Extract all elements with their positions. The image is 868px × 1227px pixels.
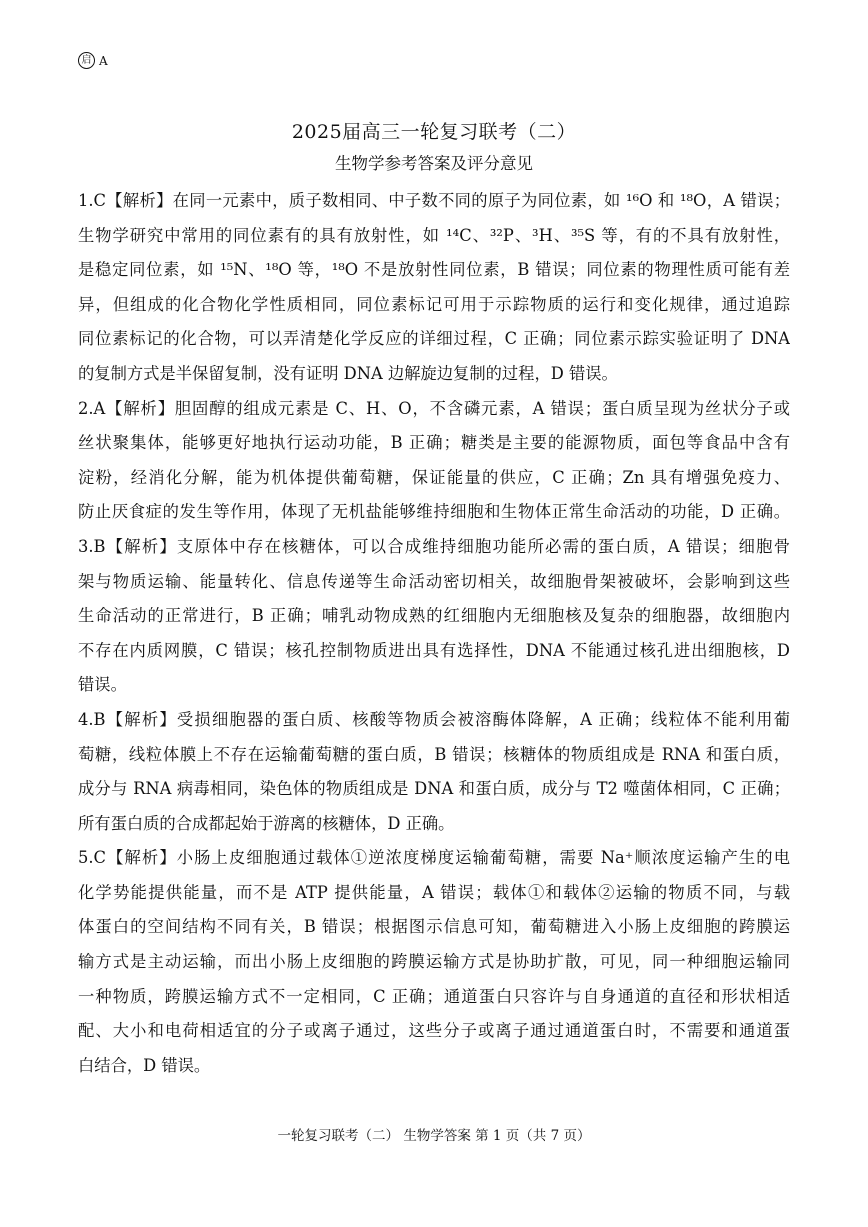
text-line: 丝状聚集体，能够更好地执行运动功能，B 正确；糖类是主要的能源物质，面包等食品中含有 [78,433,790,453]
text-line: 白结合，D 错误。 [78,1055,211,1075]
text-line: 5.C【解析】小肠上皮细胞通过载体①逆浓度梯度运输葡萄糖，需要 Na⁺顺浓度运输产生的电 [78,848,790,868]
text-line: 淀粉，经消化分解，能为机体提供葡萄糖，保证能量的供应，C 正确；Zn 具有增强免疫力、 [78,467,790,487]
text-line: 输方式是主动运输，而出小肠上皮细胞的跨膜运输方式是协助扩散，可见，同一种细胞运输同 [78,952,790,972]
text-line: 化学势能提供能量，而不是 ATP 提供能量，A 错误；载体①和载体②运输的物质不同，与载 [78,882,790,902]
text-line: 同位素标记的化合物，可以弄清楚化学反应的详细过程，C 正确；同位素示踪实验证明了 DNA [78,329,790,349]
text-line: 萄糖，线粒体膜上不存在运输葡萄糖的蛋白质，B 错误；核糖体的物质组成是 RNA 和蛋白质， [78,744,790,764]
text-line: 配、大小和电荷相适宜的分子或离子通过，这些分子或离子通过通道蛋白时，不需要和通道蛋 [78,1021,790,1041]
text-line: 所有蛋白质的合成都起始于游离的核糖体，D 正确。 [78,813,455,833]
text-line: 的复制方式是半保留复制，没有证明 DNA 边解旋边复制的过程，D 错误。 [78,363,618,383]
document-subtitle: 生物学参考答案及评分意见 [335,154,533,173]
version-label: A [99,53,108,68]
text-line: 4.B【解析】受损细胞器的蛋白质、核酸等物质会被溶酶体降解，A 正确；线粒体不能利用葡 [78,709,790,729]
text-line: 体蛋白的空间结构不同有关，B 错误；根据图示信息可知，葡萄糖进入小肠上皮细胞的跨膜运 [78,917,790,937]
answer-content [78,184,790,1083]
text-line: 一种物质，跨膜运输方式不一定相同，C 正确；通道蛋白只容许与自身通道的直径和形状相适 [78,986,790,1006]
text-line: 防止厌食症的发生等作用，体现了无机盐能够维持细胞和生物体正常生命活动的功能，D 正确。 [78,502,790,522]
text-line: 不存在内质网膜，C 错误；核孔控制物质进出具有选择性，DNA 不能通过核孔进出细胞核，D [78,640,790,660]
text-line: 3.B【解析】支原体中存在核糖体，可以合成维持细胞功能所必需的蛋白质，A 错误；细胞骨 [78,536,790,556]
text-line: 错误。 [78,675,127,695]
text-line: 2.A【解析】胆固醇的组成元素是 C、H、O，不含磷元素，A 错误；蛋白质呈现为丝状分子或 [78,398,790,418]
circled-character: 启 [78,52,95,69]
text-line: 生物学研究中常用的同位素有的具有放射性，如 ¹⁴C、³²P、³H、³⁵S 等，有的不具有放射性， [78,225,790,245]
text-line: 是稳定同位素，如 ¹⁵N、¹⁸O 等，¹⁸O 不是放射性同位素，B 错误；同位素的物理性质可能有差 [78,260,790,280]
text-line: 1.C【解析】在同一元素中，质子数相同、中子数不同的原子为同位素，如 ¹⁶O 和 ¹⁸O，A 错误； [78,191,790,210]
page-footer: 一轮复习联考（二） 生物学答案 第 1 页（共 7 页） [277,1128,591,1144]
text-line: 架与物质运输、能量转化、信息传递等生命活动密切相关，故细胞骨架被破坏，会影响到这些 [78,571,790,591]
document-title: 2025届高三一轮复习联考（二） [291,121,577,143]
text-line: 生命活动的正常进行，B 正确；哺乳动物成熟的红细胞内无细胞核及复杂的细胞器，故细胞内 [78,606,790,626]
text-line: 成分与 RNA 病毒相同，染色体的物质组成是 DNA 和蛋白质，成分与 T2 噬菌体相同，C 正确； [78,779,790,799]
document-badge [78,52,108,69]
text-line: 异，但组成的化合物化学性质相同，同位素标记可用于示踪物质的运行和变化规律，通过追踪 [78,294,790,314]
